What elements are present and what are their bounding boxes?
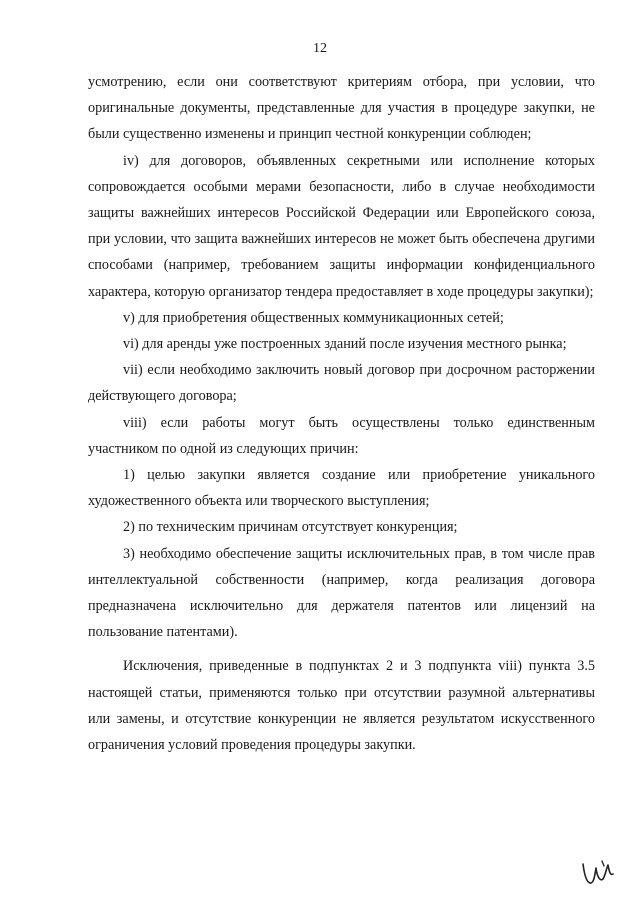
paragraph-item-v: v) для приобретения общественных коммуникационных сетей; [123, 309, 504, 326]
paragraph-item-iv: iv) для договоров, объявленных секретными или исполнение которых сопровождается особыми мерами безопасности, либо в случае необходимости защиты важнейших интересов Российской Федерации или Европейского союза, при условии, что защита важнейших интересов не может быть обеспечена другими способами (например, требованием защиты информации конфиденциального характера, которую организатор тендера предоставляет в ходе процедуры закупки); [88, 152, 595, 300]
body-text [88, 69, 595, 758]
paragraph-subitem-3: 3) необходимо обеспечение защиты исключительных прав, в том числе прав интеллектуальной собственности (например, когда реализация договора предназначена исключительно для держателя патентов или лицензий на пользование патентами). [88, 545, 595, 641]
signature-initials [578, 852, 618, 892]
paragraph-item-vii: vii) если необходимо заключить новый договор при досрочном расторжении действующего договора; [88, 362, 595, 405]
paragraph-exceptions: Исключения, приведенные в подпунктах 2 и 3 подпункта viii) пункта 3.5 настоящей статьи, применяются только при отсутствии разумной альтернативы или замены, и отсутствие конкуренции не является результатом искусственного ограничения условий проведения процедуры закупки. [88, 658, 595, 754]
paragraph-continuation: усмотрению, если они соответствуют критериям отбора, при условии, что оригинальные документы, представленные для участия в процедуре закупки, не были существенно изменены и принцип честной конкуренции соблюден; [88, 74, 595, 143]
paragraph-item-vi: vi) для аренды уже построенных зданий после изучения местного рынка; [123, 336, 567, 353]
paragraph-item-viii: viii) если работы могут быть осуществлены только единственным участником по одной из следующих причин: [88, 414, 595, 457]
paragraph-subitem-1: 1) целью закупки является создание или приобретение уникального художественного объекта или творческого выступления; [88, 467, 595, 510]
paragraph-subitem-2: 2) по техническим причинам отсутствует конкуренция; [123, 519, 458, 536]
page-number: 12 [313, 41, 327, 56]
